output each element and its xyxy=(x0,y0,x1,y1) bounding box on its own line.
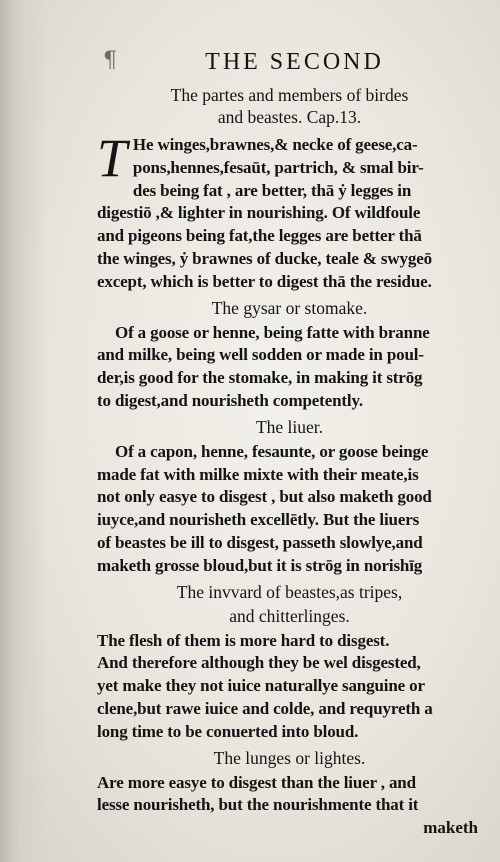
text-line: He winges,brawnes,& necke of geese,ca- xyxy=(132,135,418,154)
text-line: Of a capon, henne, fesaunte, or goose beinge xyxy=(115,441,429,461)
section-heading-text: The lunges or lightes. xyxy=(213,747,366,768)
section-liuer xyxy=(97,441,482,578)
section-lunges xyxy=(97,772,482,818)
section-intro xyxy=(97,128,482,294)
section-heading-text: The invvard of beastes,as tripes, xyxy=(176,581,403,602)
catchword: maketh xyxy=(423,818,478,838)
text-line: not only easye to disgest , but also maketh good xyxy=(97,487,432,507)
page-content xyxy=(97,44,482,839)
section-heading-lunges xyxy=(97,746,482,770)
text-line: Of a goose or henne, being fatte with branne xyxy=(115,322,430,342)
running-head-title: THE SECOND xyxy=(205,49,384,75)
chapter-heading-line-2: and beastes. Cap.13. xyxy=(217,107,362,127)
section-heading-text: The liuer. xyxy=(255,416,324,437)
text-line: except, which is better to digest thā the residue. xyxy=(97,271,432,291)
chapter-heading-line-1: The partes and members of birdes xyxy=(170,85,409,105)
text-line: yet make they not iuice naturallye sanguine or xyxy=(97,676,425,696)
chapter-heading xyxy=(97,84,482,128)
text-line: and milke, being well sodden or made in poul- xyxy=(97,345,424,365)
section-heading-inward xyxy=(97,580,482,628)
text-line: of beastes be ill to disgest, passeth slowlye,and xyxy=(97,532,423,552)
text-line: Are more easye to disgest than the liuer , and xyxy=(97,772,416,792)
text-line: And therefore although they be wel disgested, xyxy=(97,653,421,673)
text-line: pons,hennes,fesaūt, partrich, & smal bir- xyxy=(132,157,424,177)
section-heading-text: and chitterlinges. xyxy=(229,605,350,626)
section-heading-liuer xyxy=(97,415,482,439)
text-line: to digest,and nourisheth competently. xyxy=(97,390,363,410)
drop-cap: T xyxy=(97,128,127,188)
section-heading-text: The gysar or stomake. xyxy=(211,297,368,318)
text-line: maketh grosse bloud,but it is strōg in norishīg xyxy=(97,555,423,575)
text-line: iuyce,and nourisheth excellētly. But the liuers xyxy=(97,510,420,530)
gutter-shadow xyxy=(0,0,48,862)
text-line: lesse nourisheth, but the nourishmente that it xyxy=(97,795,419,815)
text-line: digestiō ,& lighter in nourishing. Of wildfoule xyxy=(97,203,421,223)
text-line: and pigeons being fat,the legges are better thā xyxy=(97,226,422,246)
text-line: long time to be conuerted into bloud. xyxy=(97,721,359,741)
running-head xyxy=(97,44,482,80)
text-line: The flesh of them is more hard to disgest. xyxy=(97,630,390,650)
section-heading-gysar xyxy=(97,296,482,320)
text-line: der,is good for the stomake, in making it strōg xyxy=(97,368,423,388)
text-line: des being fat , are better, thā ẏ legges in xyxy=(132,180,412,200)
text-line: the winges, ẏ brawnes of ducke, teale & swygeō xyxy=(97,248,432,268)
section-inward xyxy=(97,630,482,744)
pilcrow-mark: ¶ xyxy=(103,48,117,73)
text-line: made fat with milke mixte with their meate,is xyxy=(97,464,419,484)
section-gysar xyxy=(97,322,482,413)
text-line: clene,but rawe iuice and colde, and requyreth a xyxy=(97,698,433,718)
